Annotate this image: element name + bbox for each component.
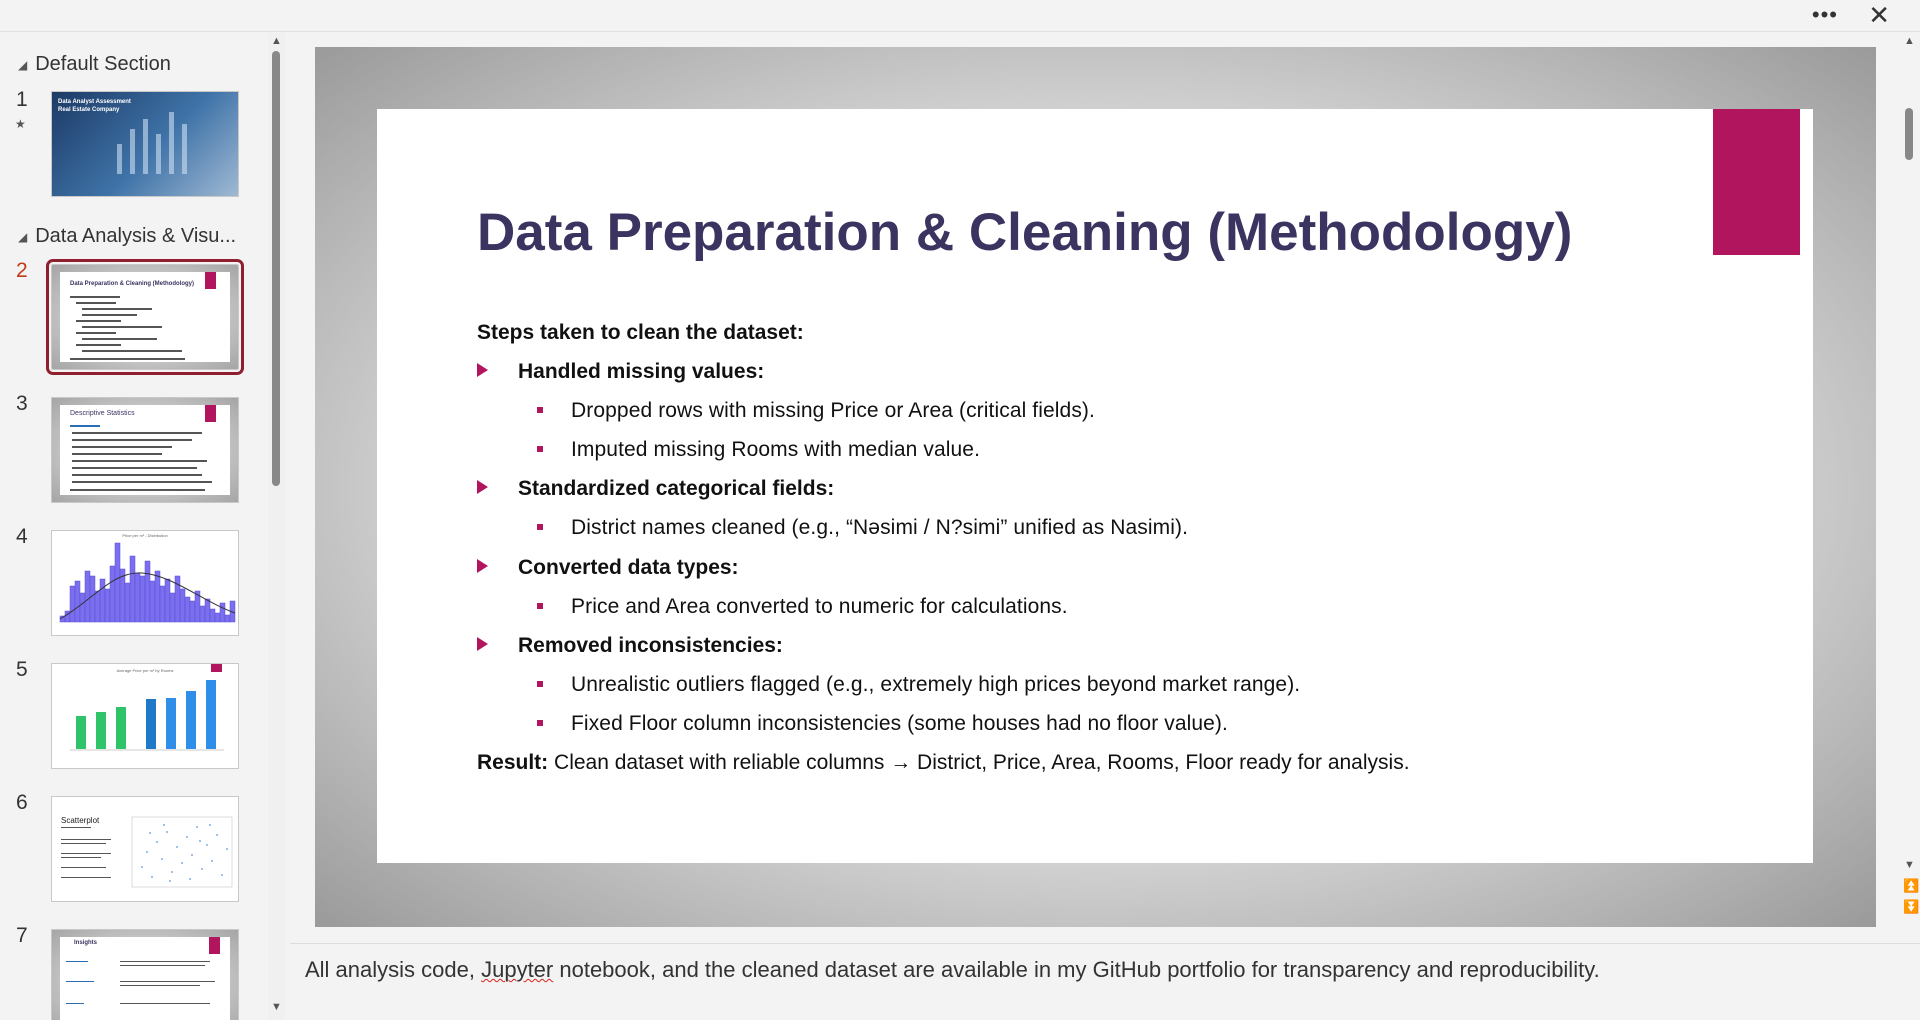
scrollbar-thumb[interactable] — [272, 51, 280, 486]
slide-number: 6 — [16, 791, 28, 814]
thumb-title: Insights — [74, 940, 98, 946]
thumb-title: Data Preparation & Cleaning (Methodology) — [70, 281, 195, 287]
slide-thumbnail-3[interactable] — [51, 397, 239, 503]
result-line — [477, 751, 1410, 775]
scatter-thumbnail — [52, 797, 239, 902]
slide-number: 5 — [16, 658, 28, 681]
slide-thumbnail-7[interactable] — [51, 929, 239, 1020]
slide-number: 3 — [16, 392, 28, 415]
section-label: Data Analysis & Visu... — [35, 225, 237, 247]
next-slide-icon[interactable]: ⏬ — [1903, 899, 1920, 914]
scroll-up-icon[interactable]: ▲ — [1904, 35, 1915, 47]
square-bullet-icon — [537, 407, 543, 413]
slide-thumbnail-panel — [0, 33, 285, 1020]
section-header-default[interactable] — [18, 53, 171, 76]
triangle-bullet-icon — [477, 559, 488, 573]
window-titlebar — [0, 0, 1920, 32]
bar-chart-thumbnail — [52, 664, 239, 769]
slide-number: 4 — [16, 525, 28, 548]
slide-thumbnail-6[interactable] — [51, 796, 239, 902]
square-bullet-icon — [537, 720, 543, 726]
scroll-down-icon[interactable]: ▼ — [271, 1001, 282, 1013]
bullet-item: Unrealistic outliers flagged (e.g., extremely high prices beyond market range). — [537, 673, 1300, 697]
bullet-heading: Removed inconsistencies: — [477, 634, 783, 658]
result-text: Clean dataset with reliable columns → District, Price, Area, Rooms, Floor ready for analysis. — [554, 751, 1410, 774]
triangle-bullet-icon — [477, 480, 488, 494]
thumbnail-scrollbar[interactable] — [268, 33, 285, 1020]
speaker-notes-pane[interactable] — [290, 943, 1920, 1020]
square-bullet-icon — [537, 524, 543, 530]
thumb-subtitle: Real Estate Company — [58, 107, 120, 113]
scroll-down-icon[interactable]: ▼ — [1904, 859, 1915, 871]
slide-scrollbar[interactable] — [1900, 33, 1920, 948]
scroll-up-icon[interactable]: ▲ — [271, 35, 282, 47]
intro-text: Steps taken to clean the dataset: — [477, 321, 804, 344]
thumb-title: Price per m² - Distribution — [122, 533, 168, 538]
slide-title[interactable]: Data Preparation & Cleaning (Methodology) — [477, 203, 1573, 262]
thumb-title: Data Analyst Assessment — [58, 99, 131, 105]
triangle-bullet-icon — [477, 363, 488, 377]
square-bullet-icon — [537, 603, 543, 609]
previous-slide-icon[interactable]: ⏫ — [1903, 878, 1920, 893]
bullet-heading: Converted data types: — [477, 556, 739, 580]
slide-thumbnail-2[interactable] — [51, 264, 239, 370]
bullet-item: Price and Area converted to numeric for calculations. — [537, 595, 1068, 619]
result-label: Result: — [477, 751, 549, 774]
bullet-item: District names cleaned (e.g., “Nəsimi / N?simi” unified as Nasimi). — [537, 516, 1188, 540]
slide-number: 7 — [16, 924, 28, 947]
thumb-title: Descriptive Statistics — [70, 410, 135, 417]
bullet-item: Dropped rows with missing Price or Area (critical fields). — [537, 399, 1095, 423]
slide-thumbnail-4[interactable] — [51, 530, 239, 636]
square-bullet-icon — [537, 446, 543, 452]
histogram-thumbnail — [52, 531, 239, 636]
bullet-item: Imputed missing Rooms with median value. — [537, 438, 980, 462]
square-bullet-icon — [537, 681, 543, 687]
collapse-triangle-icon[interactable]: ◢ — [18, 57, 28, 72]
scrollbar-thumb[interactable] — [1905, 108, 1913, 160]
slide-editing-area[interactable] — [315, 47, 1876, 927]
triangle-bullet-icon — [477, 637, 488, 651]
notes-text[interactable]: All analysis code, Jupyter notebook, and the cleaned dataset are available in my GitHub portfolio for transparency and reproducibility. — [305, 957, 1600, 982]
collapse-triangle-icon[interactable]: ◢ — [18, 229, 28, 244]
accent-tag — [1713, 109, 1800, 255]
bullet-heading: Handled missing values: — [477, 360, 764, 384]
slide-thumbnail-5[interactable] — [51, 663, 239, 769]
slide-thumbnail-1[interactable] — [51, 91, 239, 197]
bullet-heading: Standardized categorical fields: — [477, 477, 834, 501]
section-header-data-analysis[interactable] — [18, 225, 236, 248]
more-options-icon[interactable]: ••• — [1811, 2, 1838, 27]
slide-number: 2 — [16, 259, 28, 282]
bullet-item: Fixed Floor column inconsistencies (some houses had no floor value). — [537, 712, 1228, 736]
thumb-title: Average Price per m² by Rooms — [116, 668, 174, 673]
close-icon[interactable]: ✕ — [1868, 0, 1890, 30]
section-label: Default Section — [35, 53, 171, 75]
animation-star-icon: ★ — [15, 117, 26, 131]
slide-number: 1 — [16, 88, 28, 111]
thumb-title: Scatterplot — [61, 816, 100, 825]
spelling-flagged-word[interactable]: Jupyter — [481, 957, 554, 982]
